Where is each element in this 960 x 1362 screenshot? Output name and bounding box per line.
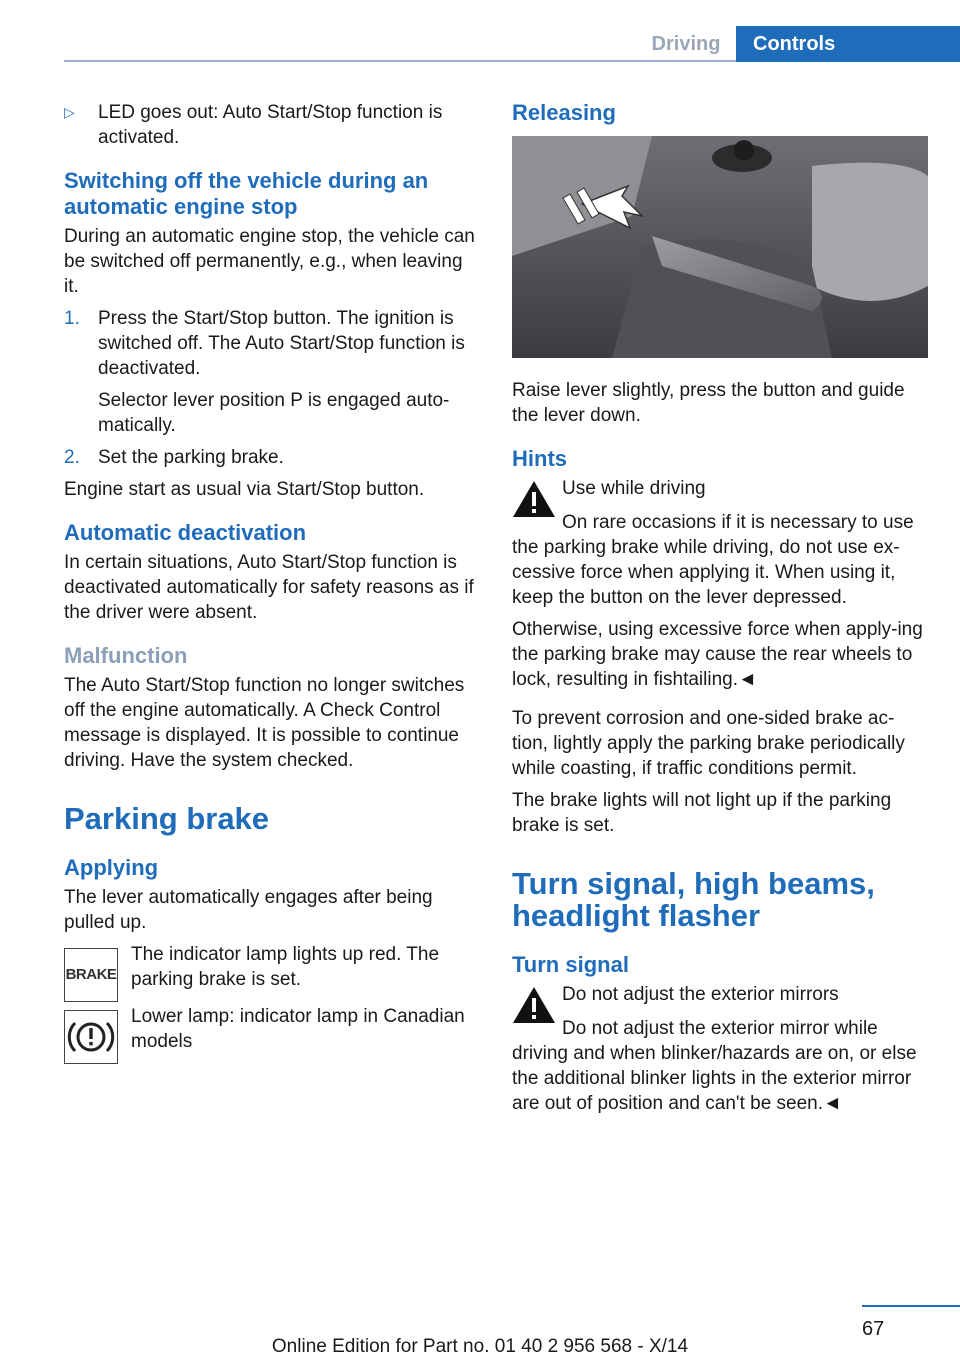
triangle-bullet-icon: ▷ [64,104,75,120]
tab-controls[interactable]: Controls [736,26,960,62]
hints-heading: Hints [512,446,567,471]
switching-off-heading: Switching off the vehicle during an automatic engine stop [64,168,429,219]
auto-deactivation-text: In certain situations, Auto Start/Stop function is deactivated automatically for safety reasons as if the driver were absent. [64,552,474,623]
bullet-led [64,100,480,150]
warning-1-text: On rare occasions if it is necessary to use the parking brake while driving, do not use ex‐cessive force when applying it. When using it, keep the button on the lever depressed. [512,512,914,608]
malfunction-heading: Malfunction [64,643,188,668]
engine-start-text: Engine start as usual via Start/Stop button. [64,479,425,500]
turn-signal-section-heading: Turn signal, high beams, headlight flasher [512,866,875,933]
warning-2-title: Do not adjust the exterior mirrors [562,984,839,1005]
auto-deactivation-heading: Automatic deactivation [64,520,307,545]
step-2-number: 2. [64,447,80,468]
canada-lamp-row [64,1004,480,1060]
switching-off-text: During an automatic engine stop, the vehicle can be switched off permanently, e.g., when leaving it. [64,226,475,297]
warning-2-text: Do not adjust the exterior mirror while driving and when blinker/hazards are on, or else the additional blinker lights in the exterior mirror are out of position and can't be seen.◄ [512,1018,917,1114]
page-number: 67 [862,1318,885,1340]
step-1 [64,306,480,438]
turn-signal-heading: Turn signal [512,952,629,977]
warning-triangle-icon [512,986,556,1024]
applying-text: The lever automatically engages after being pulled up. [64,887,433,933]
warning-1-title: Use while driving [562,478,706,499]
releasing-heading: Releasing [512,100,616,125]
corrosion-text: To prevent corrosion and one-sided brake ac‐tion, lightly apply the parking brake periodically while coasting, if traffic conditions permit. [512,708,905,779]
exclamation-circle-icon [65,1011,117,1063]
brake-lamp-label: BRAKE [65,966,117,983]
step-1-number: 1. [64,308,80,329]
brake-lamp-row [64,942,480,998]
parking-brake-photo [512,136,928,358]
step-2-text: Set the parking brake. [98,447,284,468]
step-1-text: Press the Start/Stop button. The ignition is switched off. The Auto Start/Stop function is deactivated. [98,308,465,379]
step-2 [64,445,480,470]
tab-driving[interactable]: Driving [651,33,721,55]
brake-lights-text: The brake lights will not light up if the parking brake is set. [512,790,892,836]
warning-triangle-icon [512,480,556,518]
malfunction-text: The Auto Start/Stop function no longer switches off the engine automatically. A Check Control message is displayed. It is possible to continue driving. Have the system checked. [64,675,465,771]
parking-brake-heading: Parking brake [64,801,270,836]
applying-heading: Applying [64,855,159,880]
releasing-text: Raise lever slightly, press the button and guide the lever down. [512,380,905,426]
warning-exterior-mirrors [512,982,930,1016]
warning-1-text-2: Otherwise, using excessive force when apply‐ing the parking brake may cause the rear wheels to lock, resulting in fishtailing.◄ [512,619,923,690]
bullet-led-text: LED goes out: Auto Start/Stop function is activated. [98,102,443,148]
brake-lamp-text: The indicator lamp lights up red. The parking brake is set. [131,944,440,990]
left-column [64,100,480,1066]
canada-brake-lamp-icon [64,1010,118,1064]
warning-use-while-driving [512,476,930,510]
brake-lamp-icon [64,948,118,1002]
edition-footer: Online Edition for Part no. 01 40 2 956 568 - X/14 [271,1336,689,1357]
right-column [512,100,930,1123]
footer-rule [862,1305,960,1307]
step-1-subtext: Selector lever position P is engaged auto‐matically. [98,390,450,436]
canada-lamp-text: Lower lamp: indicator lamp in Canadian models [131,1006,465,1052]
